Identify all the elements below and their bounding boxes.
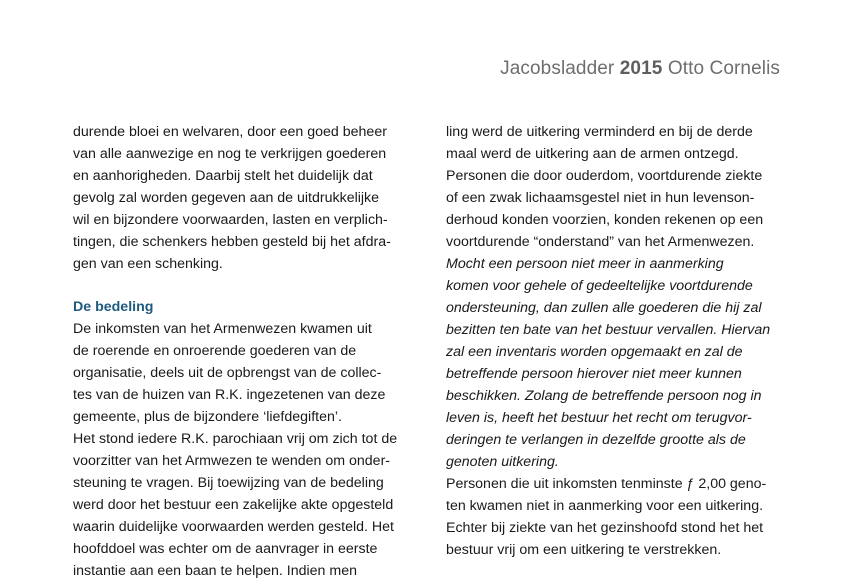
text-line: tes van de huizen van R.K. ingezetenen van deze bbox=[73, 387, 386, 403]
text-line: Het stond iedere R.K. parochiaan vrij om zich tot de bbox=[73, 431, 398, 447]
text-line: organisatie, deels uit de opbrengst van de collec- bbox=[73, 365, 382, 381]
header-author: Otto Cornelis bbox=[667, 58, 780, 79]
text-line: ling werd de uitkering verminderd en bij de derde bbox=[446, 124, 753, 140]
text-line: gen van een schenking. bbox=[73, 256, 223, 272]
text-line: Echter bij ziekte van het gezinshoofd stond het het bbox=[446, 520, 764, 536]
italic-text-line: genoten uitkering. bbox=[446, 454, 559, 470]
italic-text-line: leven is, heeft het bestuur het recht om terugvor- bbox=[446, 410, 752, 426]
paragraph-spacer bbox=[73, 275, 408, 296]
text-line: durende bloei en welvaren, door een goed beheer bbox=[73, 124, 387, 140]
text-line: bestuur vrij om een uitkering te verstrekken. bbox=[446, 542, 722, 558]
text-line: de roerende en onroerende goederen van de bbox=[73, 343, 357, 359]
italic-text-line: Mocht een persoon niet meer in aanmerking bbox=[446, 256, 724, 272]
italic-text-line: zal een inventaris worden opgemaakt en zal de bbox=[446, 344, 743, 360]
text-line: waarin duidelijke voorwaarden werden gesteld. Het bbox=[73, 519, 394, 535]
text-line: instantie aan een baan te helpen. Indien men bbox=[73, 563, 357, 579]
text-line: De inkomsten van het Armenwezen kwamen uit bbox=[73, 321, 372, 337]
text-line: of een zwak lichaamsgestel niet in hun levenson- bbox=[446, 190, 755, 206]
text-line: hoofddoel was echter om de aanvrager in eerste bbox=[73, 541, 378, 557]
section-heading: De bedeling bbox=[73, 299, 154, 315]
header-year: 2015 bbox=[619, 58, 663, 79]
text-line: steuning te vragen. Bij toewijzing van de bedeling bbox=[73, 475, 384, 491]
text-line: en aanhorigheden. Daarbij stelt het duidelijk dat bbox=[73, 168, 373, 184]
italic-text-line: betreffende persoon hierover niet meer kunnen bbox=[446, 366, 742, 382]
text-line: Personen die uit inkomsten tenminste ƒ 2,00 geno- bbox=[446, 476, 767, 492]
text-line: maal werd de uitkering aan de armen ontzegd. bbox=[446, 146, 739, 162]
text-line: tingen, die schenkers hebben gesteld bij het afdra- bbox=[73, 234, 391, 250]
header-title: Jacobsladder bbox=[500, 58, 615, 79]
right-column bbox=[446, 121, 791, 561]
left-column bbox=[73, 121, 408, 582]
italic-text-line: ondersteuning, dan zullen alle goederen die hij zal bbox=[446, 300, 762, 316]
running-header bbox=[500, 58, 780, 80]
text-line: van alle aanwezige en nog te verkrijgen goederen bbox=[73, 146, 387, 162]
text-line: ten kwamen niet in aanmerking voor een uitkering. bbox=[446, 498, 764, 514]
text-line: gevolg zal worden gegeven aan de uitdrukkelijke bbox=[73, 190, 380, 206]
text-line: werd door het bestuur een zakelijke akte opgesteld bbox=[73, 497, 394, 513]
italic-text-line: bezitten ten bate van het bestuur vervallen. Hiervan bbox=[446, 322, 771, 338]
text-line: voortdurende “onderstand” van het Armenwezen. bbox=[446, 234, 755, 250]
text-line: voorzitter van het Armwezen te wenden om onder- bbox=[73, 453, 391, 469]
italic-text-line: komen voor gehele of gedeeltelijke voortdurende bbox=[446, 278, 753, 294]
italic-text-line: deringen te verlangen in dezelfde grootte als de bbox=[446, 432, 746, 448]
text-line: gemeente, plus de bijzondere ‘liefdegiften’. bbox=[73, 409, 342, 425]
text-line: Personen die door ouderdom, voortdurende ziekte bbox=[446, 168, 763, 184]
text-line: wil en bijzondere voorwaarden, lasten en verplich- bbox=[73, 212, 388, 228]
text-line: derhoud konden voorzien, konden rekenen op een bbox=[446, 212, 764, 228]
italic-text-line: beschikken. Zolang de betreffende persoon nog in bbox=[446, 388, 762, 404]
